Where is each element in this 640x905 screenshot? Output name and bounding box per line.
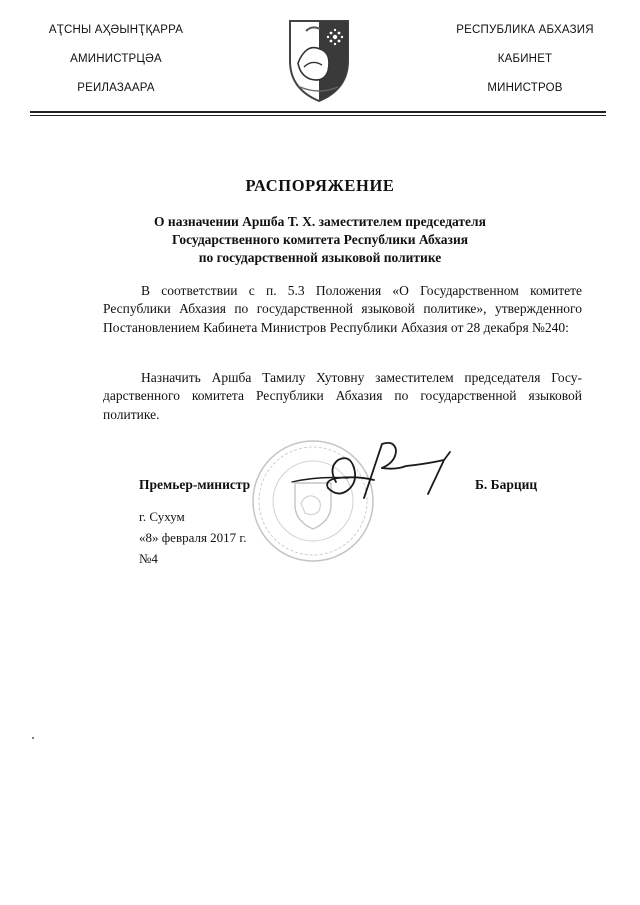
scan-speck [32,737,34,739]
header-right-russian [440,22,610,109]
header-left-line-1: АҬСНЫ АҲӘЫНҬҚАРРА [48,24,184,36]
body-paragraph-legal-basis: В соответствии с п. 5.3 Положения «О Государственном комитете Республики Абхазия по государственной языковой политике», утвержденного Постановлением Кабинета Министров Республики Абхазия от 28 декабря №240: [103,283,582,335]
signatory-name: Б. Барциц [475,477,538,492]
handwritten-signature [278,438,468,500]
subject-line-1: О назначении Аршба Т. Х. заместителем председателя [154,214,486,229]
subject-line-2: Государственного комитета Республики Абхазия [171,232,469,247]
footer-document-number: №4 [139,551,158,566]
header-rule-thin [30,115,606,116]
subject-line-3: по государственной языковой политике [198,250,442,265]
signatory-role: Премьер-министр [139,477,251,492]
header-right-line-2: КАБИНЕТ [497,53,553,65]
header-right-line-3: МИНИСТРОВ [487,82,563,94]
document-title: РАСПОРЯЖЕНИЕ [245,176,395,195]
coat-of-arms-emblem [286,17,352,103]
body-paragraph-appointment: Назначить Аршба Тамилу Хутовну заместителем председателя Государственного комитета Республики Абхазия по государственной языковой политике. [103,370,582,422]
header-left-line-2: АМИНИСТРЦӘА [70,53,162,65]
header-rule-thick [30,111,606,113]
header-right-line-1: РЕСПУБЛИКА АБХАЗИЯ [456,24,594,36]
header-left-abkhaz [36,22,196,109]
document-subject [100,213,540,267]
footer-city: г. Сухум [139,509,185,524]
header-left-line-3: РЕИЛАЗААРА [77,82,155,94]
footer-date: «8» февраля 2017 г. [139,530,247,545]
